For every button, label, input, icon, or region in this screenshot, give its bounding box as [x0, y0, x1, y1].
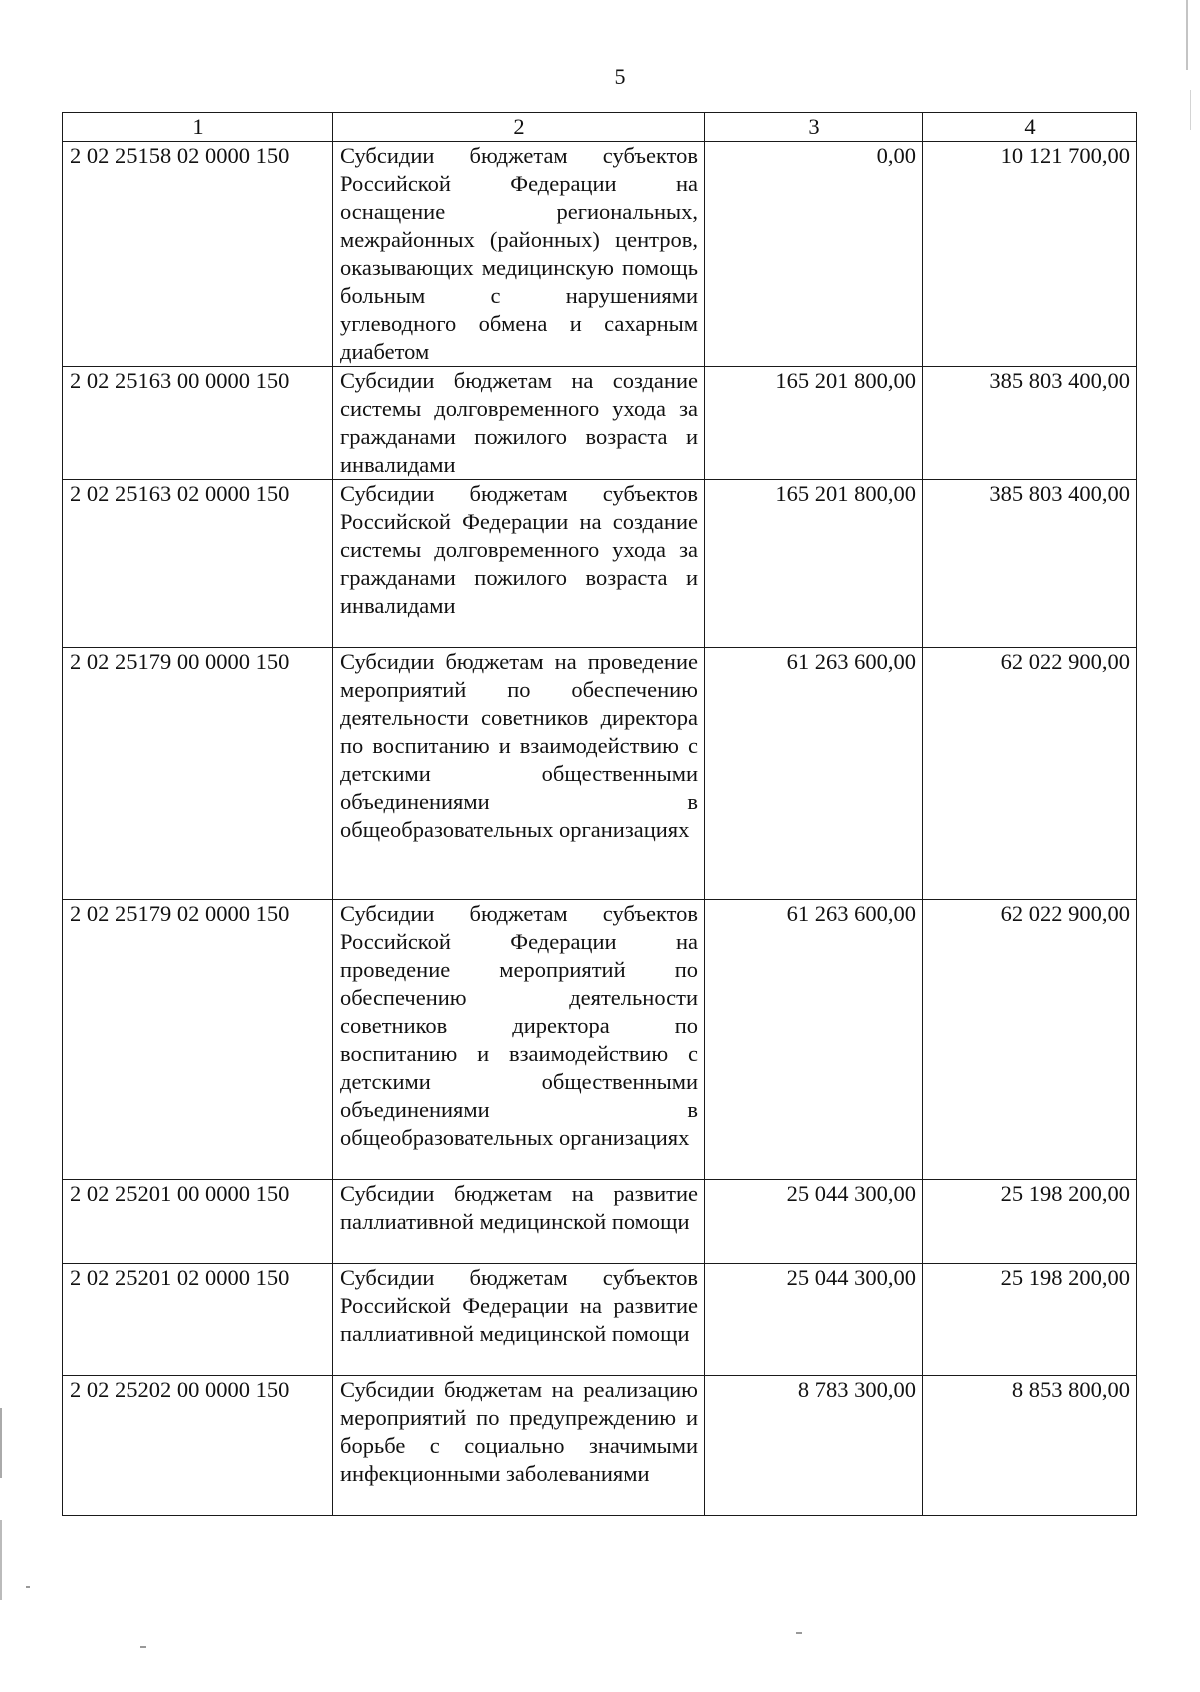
amount-col3: 61 263 600,00 — [705, 648, 923, 900]
amount-col3: 61 263 600,00 — [705, 900, 923, 1180]
row-description: Субсидии бюджетам на создание системы долговременного ухода за гражданами пожилого возраста и инвалидами — [333, 367, 705, 480]
column-header-1: 1 — [63, 113, 333, 142]
row-description: Субсидии бюджетам субъектов Российской Федерации на проведение мероприятий по обеспечению деятельности советников директора по воспитанию и взаимодействию с детскими общественными объединениями в общеобразовательных организациях — [333, 900, 705, 1180]
scan-artifact-mark — [1186, 0, 1188, 70]
budget-code: 2 02 25179 02 0000 150 — [63, 900, 333, 1180]
amount-col3: 25 044 300,00 — [705, 1264, 923, 1376]
row-description: Субсидии бюджетам на реализацию мероприятий по предупреждению и борьбе с социально значимыми инфекционными заболеваниями — [333, 1376, 705, 1516]
scan-artifact-mark — [140, 1646, 146, 1648]
budget-code: 2 02 25202 00 0000 150 — [63, 1376, 333, 1516]
amount-col3: 165 201 800,00 — [705, 480, 923, 648]
amount-col3: 0,00 — [705, 142, 923, 367]
amount-col3: 8 783 300,00 — [705, 1376, 923, 1516]
scan-artifact-mark — [796, 1632, 802, 1634]
table-row — [63, 648, 1137, 900]
table-row — [63, 480, 1137, 648]
column-header-2: 2 — [333, 113, 705, 142]
table-row — [63, 1264, 1137, 1376]
amount-col3: 25 044 300,00 — [705, 1180, 923, 1264]
scan-artifact-mark — [26, 1586, 30, 1588]
row-description: Субсидии бюджетам на проведение мероприятий по обеспечению деятельности советников директора по воспитанию и взаимодействию с детскими общественными объединениями в общеобразовательных организациях — [333, 648, 705, 900]
budget-code: 2 02 25201 00 0000 150 — [63, 1180, 333, 1264]
row-description: Субсидии бюджетам на развитие паллиативной медицинской помощи — [333, 1180, 705, 1264]
amount-col4: 385 803 400,00 — [923, 367, 1137, 480]
budget-code: 2 02 25201 02 0000 150 — [63, 1264, 333, 1376]
table-row — [63, 142, 1137, 367]
page-number: 5 — [614, 64, 626, 89]
budget-code: 2 02 25163 02 0000 150 — [63, 480, 333, 648]
scan-artifact-mark — [1190, 90, 1191, 130]
amount-col4: 62 022 900,00 — [923, 900, 1137, 1180]
column-header-3: 3 — [705, 113, 923, 142]
column-header-4: 4 — [923, 113, 1137, 142]
amount-col4: 25 198 200,00 — [923, 1180, 1137, 1264]
row-description: Субсидии бюджетам субъектов Российской Федерации на развитие паллиативной медицинской помощи — [333, 1264, 705, 1376]
table-row — [63, 900, 1137, 1180]
budget-table — [62, 112, 1137, 1516]
budget-code: 2 02 25158 02 0000 150 — [63, 142, 333, 367]
amount-col4: 8 853 800,00 — [923, 1376, 1137, 1516]
row-description: Субсидии бюджетам субъектов Российской Федерации на создание системы долговременного ухода за гражданами пожилого возраста и инвалидами — [333, 480, 705, 648]
table-row — [63, 367, 1137, 480]
amount-col4: 25 198 200,00 — [923, 1264, 1137, 1376]
amount-col4: 62 022 900,00 — [923, 648, 1137, 900]
scan-artifact-mark — [0, 1408, 2, 1478]
row-description: Субсидии бюджетам субъектов Российской Федерации на оснащение региональных, межрайонных (районных) центров, оказывающих медицинскую помощь больным с нарушениями углеводного обмена и сахарным диабетом — [333, 142, 705, 367]
table-row — [63, 1376, 1137, 1516]
amount-col4: 10 121 700,00 — [923, 142, 1137, 367]
table-row — [63, 1180, 1137, 1264]
budget-code: 2 02 25163 00 0000 150 — [63, 367, 333, 480]
amount-col4: 385 803 400,00 — [923, 480, 1137, 648]
budget-code: 2 02 25179 00 0000 150 — [63, 648, 333, 900]
table-header-row — [63, 113, 1137, 142]
scan-artifact-mark — [0, 1520, 2, 1600]
amount-col3: 165 201 800,00 — [705, 367, 923, 480]
